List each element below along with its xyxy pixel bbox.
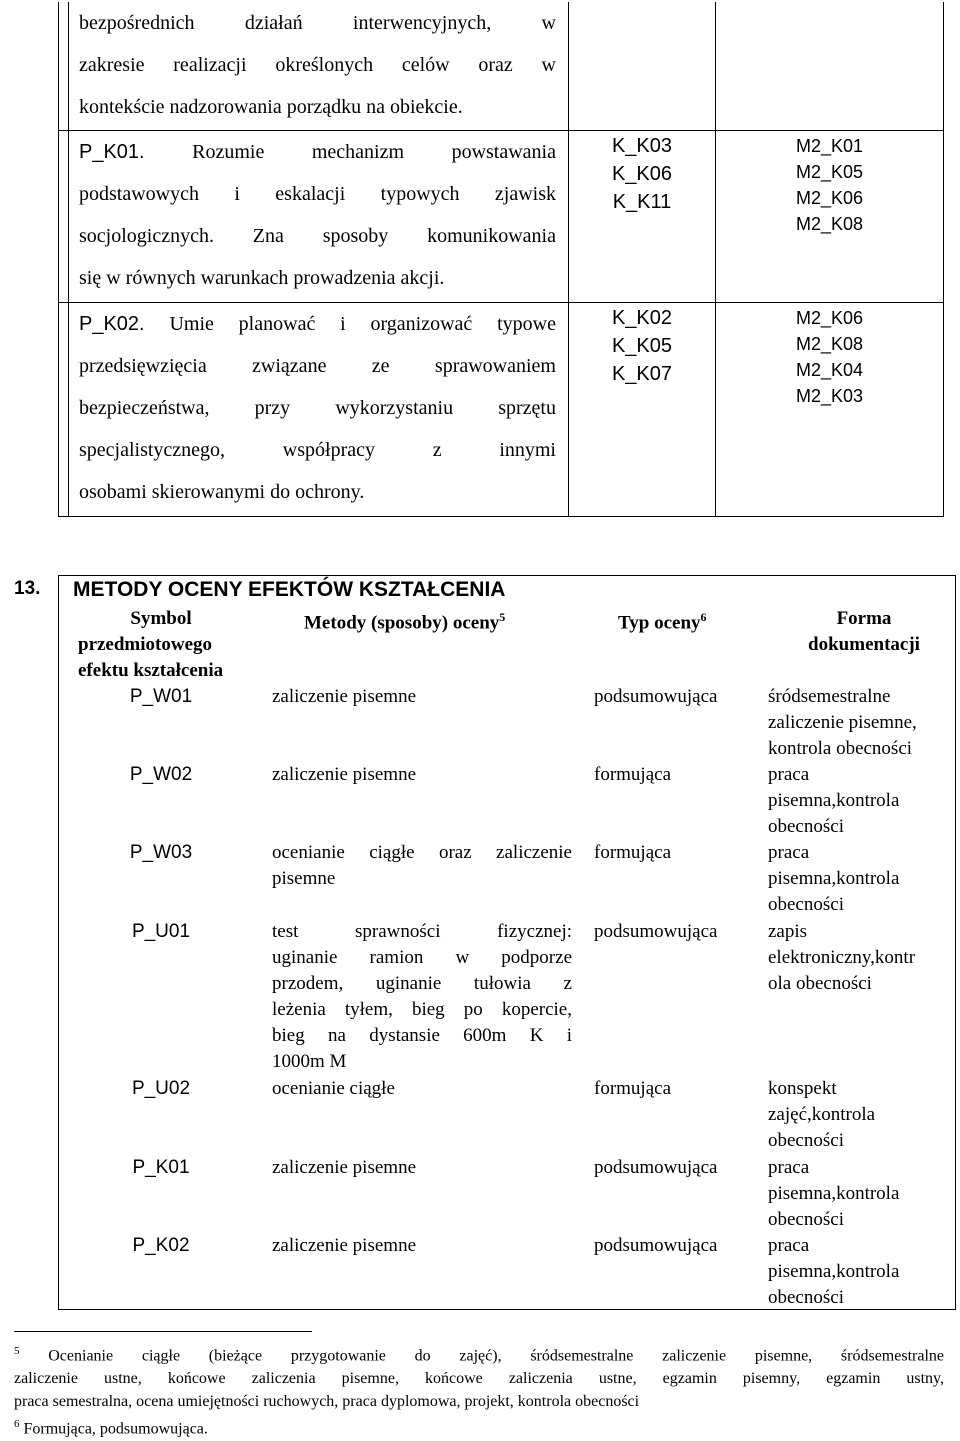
- footnote-text: Formująca, podsumowująca.: [19, 1420, 208, 1438]
- section-title: METODY OCENY EFEKTÓW KSZTAŁCENIA: [73, 578, 506, 601]
- outcome-row: [59, 302, 944, 516]
- assessment-type: formująca: [594, 764, 672, 785]
- header-doc-line: dokumentacji: [808, 634, 920, 655]
- k-code: K_K11: [612, 190, 672, 213]
- desc-line: Rozumie mechanizm powstawania: [192, 140, 556, 163]
- k-codes-cell: [569, 302, 716, 516]
- header-type: [618, 604, 707, 636]
- desc-line: bezpieczeństwa, przy wykorzystaniu sprzętu: [79, 396, 556, 419]
- assessment-type: formująca: [594, 842, 672, 863]
- documentation-form: [768, 1076, 954, 1154]
- method-line: przodem, uginanie tułowia z: [272, 973, 572, 994]
- desc-line: osobami skierowanymi do ochrony.: [79, 480, 365, 503]
- method-line: test sprawności fizycznej:: [272, 921, 572, 942]
- doc-line: praca: [768, 1235, 810, 1256]
- assessment-method: [272, 684, 572, 710]
- header-symbol-line: Symbol: [130, 608, 192, 629]
- outcome-symbol: P_K01: [132, 1157, 190, 1178]
- doc-line: elektroniczny,kontr: [768, 947, 916, 968]
- k-codes-cell: [569, 130, 716, 302]
- doc-line: śródsemestralne: [768, 686, 891, 707]
- method-line: pisemne: [272, 868, 336, 889]
- documentation-form: [768, 840, 954, 918]
- doc-line: pisemna,kontrola: [768, 868, 900, 889]
- footnote-text: Ocenianie ciągłe (bieżące przygotowanie do zajęć), śródsemestralne zaliczenie pisemne, śródsemestralne: [19, 1347, 944, 1365]
- outcome-symbol: P_W03: [129, 842, 193, 863]
- doc-line: pisemna,kontrola: [768, 790, 900, 811]
- footnotes: [14, 1340, 944, 1441]
- desc-line: się w równych warunkach prowadzenia akcji.: [79, 266, 445, 289]
- m2-code: M2_K03: [795, 385, 864, 406]
- method-line: zaliczenie pisemne: [272, 764, 417, 785]
- outcome-row: [59, 130, 944, 302]
- header-symbol-line: przedmiotowego: [78, 634, 213, 655]
- k-code: K_K07: [611, 362, 673, 385]
- outcomes-table: [58, 2, 944, 517]
- documentation-form: [768, 1155, 954, 1233]
- assessment-type: formująca: [594, 1078, 672, 1099]
- method-line: zaliczenie pisemne: [272, 686, 417, 707]
- assessment-method: [272, 919, 572, 1075]
- footnote-ref: 5: [499, 610, 506, 624]
- k-code: K_K05: [611, 334, 673, 357]
- m2-codes-cell: [716, 130, 944, 302]
- assessment-methods-table: [58, 575, 956, 1310]
- outcome-symbol: P_K02: [132, 1235, 190, 1256]
- doc-line: praca: [768, 842, 810, 863]
- header-doc-line: Forma: [836, 608, 892, 629]
- header-symbol: [73, 606, 249, 684]
- outcome-description: [69, 302, 569, 516]
- footnote: [14, 1413, 944, 1440]
- m2-code: M2_K08: [795, 333, 864, 354]
- assessment-method: [272, 1233, 572, 1259]
- doc-line: pisemna,kontrola: [768, 1261, 900, 1282]
- assessment-method: [272, 840, 572, 892]
- doc-line: pisemna,kontrola: [768, 1183, 900, 1204]
- header-symbol-line: efektu kształcenia: [78, 660, 224, 681]
- doc-line: zaliczenie pisemne,: [768, 712, 917, 733]
- documentation-form: [768, 684, 954, 762]
- doc-line: obecności: [768, 1209, 844, 1230]
- documentation-form: [768, 762, 954, 840]
- method-line: zaliczenie pisemne: [272, 1235, 417, 1256]
- header-method-label: Metody (sposoby) oceny: [304, 612, 500, 634]
- doc-line: praca: [768, 764, 810, 785]
- m2-code: M2_K04: [795, 359, 864, 380]
- m2-code: M2_K08: [795, 213, 864, 234]
- k-code: K_K06: [611, 162, 673, 185]
- outcome-code: P_K01.: [79, 140, 145, 163]
- section-number: 13.: [14, 578, 41, 599]
- documentation-form: [768, 1233, 954, 1311]
- header-type-label: Typ oceny: [618, 612, 701, 634]
- method-line: zaliczenie pisemne: [272, 1157, 417, 1178]
- outcome-symbol: P_U01: [131, 921, 191, 942]
- assessment-type: podsumowująca: [594, 686, 718, 707]
- desc-line: specjalistycznego, współpracy z innymi: [79, 438, 556, 461]
- m2-codes-cell: [716, 2, 944, 130]
- m2-code: M2_K06: [795, 187, 864, 208]
- outcome-symbol: P_U02: [131, 1078, 191, 1099]
- doc-line: zajęć,kontrola: [768, 1104, 876, 1125]
- doc-line: ola obecności: [768, 973, 872, 994]
- row-margin-cell: [59, 2, 69, 130]
- method-line: ocenianie ciągłe: [272, 1078, 395, 1099]
- footnote-text: praca semestralna, ocena umiejętności ruchowych, praca dyplomowa, projekt, kontrola obecności: [14, 1393, 640, 1411]
- k-codes-cell: [569, 2, 716, 130]
- m2-codes-cell: [716, 302, 944, 516]
- assessment-method: [272, 1155, 572, 1181]
- footnote-ref: 6: [700, 610, 707, 624]
- header-method: [304, 604, 505, 636]
- doc-line: obecności: [768, 894, 844, 915]
- doc-line: obecności: [768, 1287, 844, 1308]
- outcome-code: P_K02.: [79, 312, 145, 335]
- doc-line: konspekt: [768, 1078, 837, 1099]
- desc-line: Umie planować i organizować typowe: [169, 312, 557, 335]
- assessment-type: podsumowująca: [594, 1157, 718, 1178]
- m2-code: M2_K05: [795, 161, 864, 182]
- footnote-text: zaliczenie ustne, końcowe zaliczenia pisemne, końcowe zaliczenia ustne, egzamin pisemny, egzamin ustny,: [14, 1370, 944, 1388]
- desc-line: podstawowych i eskalacji typowych zjawisk: [79, 182, 556, 205]
- method-line: uginanie ramion w podporze: [272, 947, 572, 968]
- documentation-form: [768, 919, 954, 997]
- desc-line: socjologicznych. Zna sposoby komunikowania: [79, 224, 556, 247]
- desc-line: przedsięwzięcia związane ze sprawowaniem: [79, 354, 556, 377]
- m2-code: M2_K01: [795, 135, 864, 156]
- doc-line: praca: [768, 1157, 810, 1178]
- method-line: ocenianie ciągłe oraz zaliczenie: [272, 842, 572, 863]
- outcome-symbol: P_W01: [129, 686, 193, 707]
- desc-line: zakresie realizacji określonych celów oraz w: [79, 54, 556, 76]
- assessment-method: [272, 1076, 572, 1102]
- assessment-type: podsumowująca: [594, 1235, 718, 1256]
- footnote-separator: [14, 1331, 312, 1332]
- outcome-description: [69, 2, 569, 130]
- doc-line: obecności: [768, 816, 844, 837]
- row-margin-cell: [59, 302, 69, 516]
- footnote: [14, 1340, 944, 1413]
- method-line: bieg na dystansie 600m K i: [272, 1025, 572, 1046]
- doc-line: zapis: [768, 921, 808, 942]
- outcome-row: [59, 2, 944, 130]
- k-code: K_K02: [611, 306, 673, 329]
- assessment-type: podsumowująca: [594, 921, 718, 942]
- method-line: leżenia tyłem, bieg po kopercie,: [272, 999, 572, 1020]
- k-code: K_K03: [611, 134, 673, 157]
- doc-line: obecności: [768, 1130, 844, 1151]
- footnote-mark: 6: [14, 1418, 20, 1431]
- header-doc: [771, 606, 957, 658]
- doc-line: kontrola obecności: [768, 738, 913, 759]
- m2-code: M2_K06: [795, 307, 864, 328]
- outcome-description: [69, 130, 569, 302]
- desc-line: kontekście nadzorowania porządku na obiekcie.: [79, 96, 463, 118]
- assessment-method: [272, 762, 572, 788]
- row-margin-cell: [59, 130, 69, 302]
- method-line: 1000m M: [272, 1051, 347, 1072]
- outcome-symbol: P_W02: [129, 764, 193, 785]
- desc-line: bezpośrednich działań interwencyjnych, w: [79, 12, 556, 34]
- footnote-mark: 5: [14, 1345, 20, 1357]
